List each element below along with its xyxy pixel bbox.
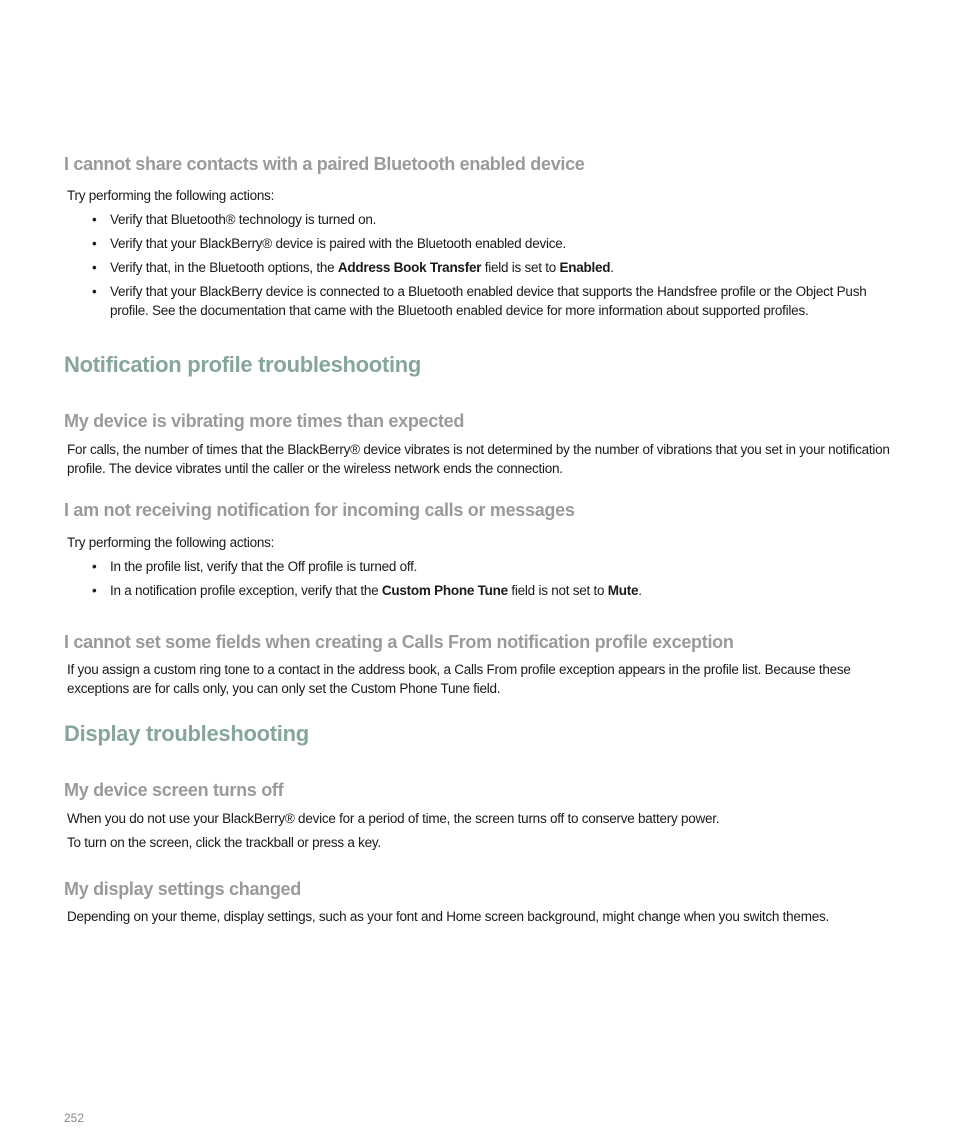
intro-text: Try performing the following actions:	[67, 188, 275, 203]
section-heading-vibrating: My device is vibrating more times than expected	[64, 411, 465, 431]
text-run: .	[638, 583, 642, 598]
section-heading-not-receiving: I am not receiving notification for incoming calls or messages	[64, 500, 575, 520]
paragraph: To turn on the screen, click the trackball or press a key.	[67, 835, 381, 850]
list-item-text	[110, 258, 892, 277]
list-item-text	[110, 581, 892, 600]
intro-text: Try performing the following actions:	[67, 535, 275, 550]
page-number: 252	[64, 1111, 85, 1125]
bullet: •	[92, 260, 97, 275]
field-name-address-book-transfer: Address Book Transfer	[337, 260, 482, 275]
bullet: •	[92, 583, 97, 598]
list-item-text: Verify that your BlackBerry device is connected to a Bluetooth enabled device that supports the Handsfree profile or the Object Push profile. See the documentation that came with the Bluetooth enabled device for more information about supported profiles.	[110, 284, 867, 318]
section-heading-settings-changed: My display settings changed	[64, 879, 301, 899]
chapter-heading-notification: Notification profile troubleshooting	[64, 352, 422, 377]
bullet: •	[92, 212, 97, 227]
section-heading-share-contacts: I cannot share contacts with a paired Bluetooth enabled device	[64, 154, 585, 174]
value-enabled: Enabled	[559, 260, 611, 275]
section-heading-screen-off: My device screen turns off	[64, 780, 284, 800]
text-run: Verify that, in the Bluetooth options, the	[110, 260, 338, 275]
list-item	[92, 557, 892, 576]
list-item	[92, 581, 892, 600]
paragraph: Depending on your theme, display settings, such as your font and Home screen background, might change when you switch themes.	[67, 909, 829, 924]
list-item	[92, 282, 892, 320]
paragraph: When you do not use your BlackBerry® device for a period of time, the screen turns off to conserve battery power.	[67, 811, 720, 826]
bullet: •	[92, 284, 97, 299]
bullet: •	[92, 236, 97, 251]
list-item-text: In the profile list, verify that the Off profile is turned off.	[110, 559, 418, 574]
list-item	[92, 210, 892, 229]
chapter-heading-display: Display troubleshooting	[64, 721, 309, 746]
text-run: field is set to	[481, 260, 560, 275]
section-heading-calls-from: I cannot set some fields when creating a Calls From notification profile exception	[64, 632, 734, 652]
paragraph: For calls, the number of times that the BlackBerry® device vibrates is not determined by the number of vibrations that you set in your notification profile. The device vibrates until the caller or the wireless network ends the connection.	[67, 442, 890, 476]
value-mute: Mute	[607, 583, 639, 598]
list-item	[92, 258, 892, 277]
field-name-custom-phone-tune: Custom Phone Tune	[381, 583, 508, 598]
bullet: •	[92, 559, 97, 574]
paragraph: If you assign a custom ring tone to a contact in the address book, a Calls From profile exception appears in the profile list. Because these exceptions are for calls only, you can only set the Custom Phone Tune field.	[67, 662, 851, 696]
list-item	[92, 234, 892, 253]
list-item-text: Verify that your BlackBerry® device is paired with the Bluetooth enabled device.	[110, 236, 566, 251]
text-run: .	[610, 260, 614, 275]
list-item-text: Verify that Bluetooth® technology is turned on.	[110, 212, 377, 227]
text-run: field is not set to	[507, 583, 608, 598]
text-run: In a notification profile exception, verify that the	[110, 583, 382, 598]
